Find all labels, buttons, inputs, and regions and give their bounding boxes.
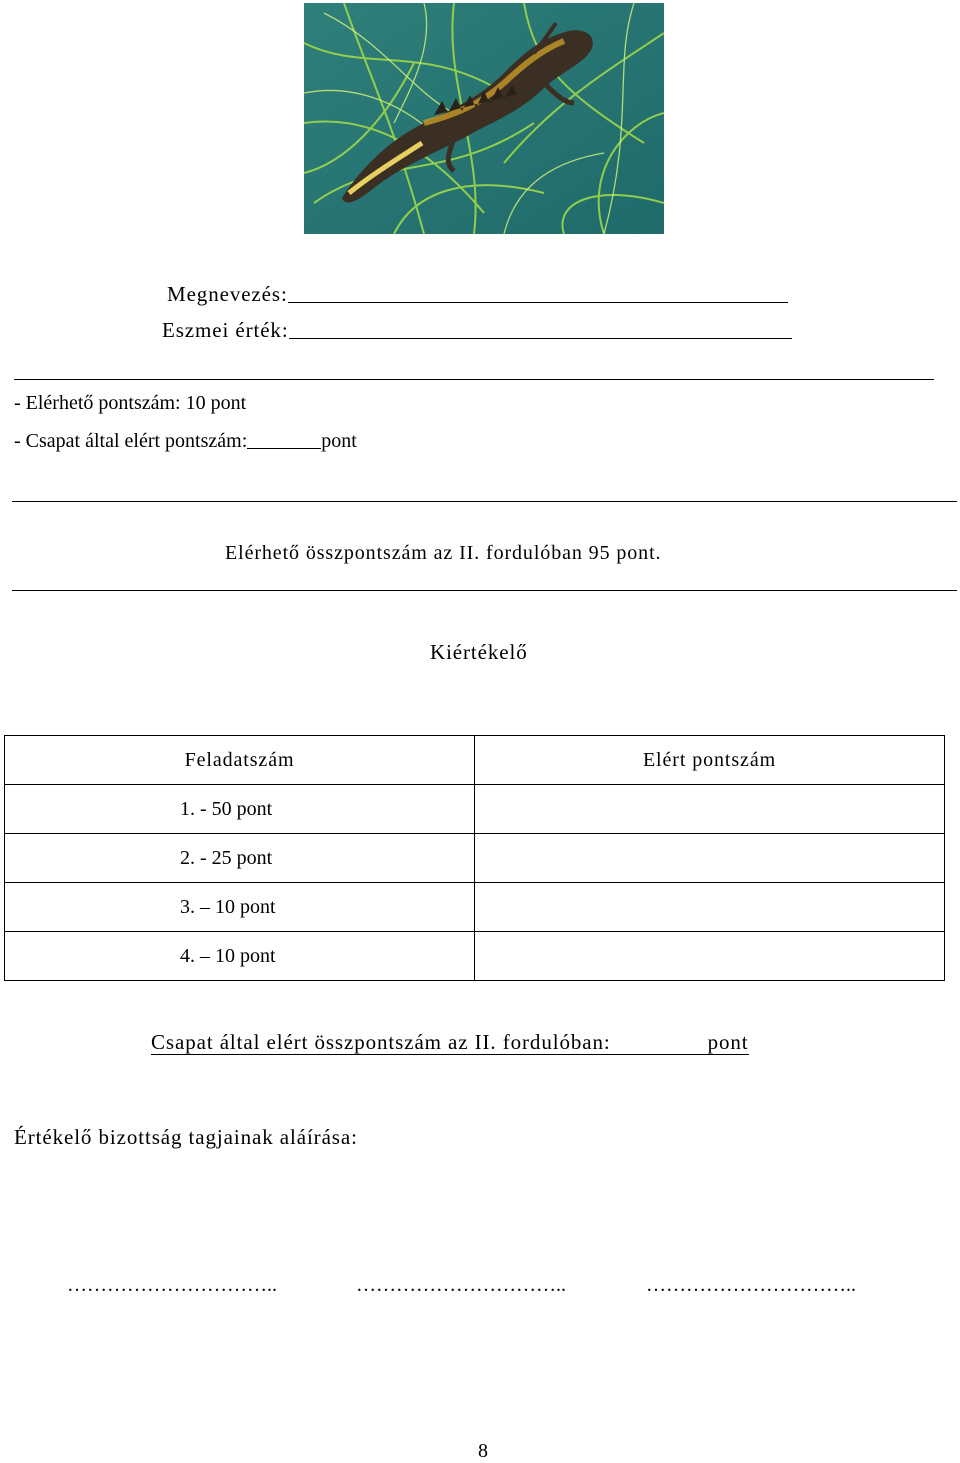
team-points-label: - Csapat által elért pontszám: (14, 430, 248, 452)
divider (12, 590, 957, 591)
signature-label: Értékelő bizottság tagjainak aláírása: (14, 1125, 358, 1149)
team-total-unit: pont (707, 1030, 749, 1054)
team-points-row (14, 428, 357, 453)
team-points-blank[interactable] (247, 428, 321, 449)
page-number: 8 (478, 1440, 488, 1462)
table-header-row (5, 736, 945, 785)
score-cell[interactable] (475, 834, 945, 883)
task-cell: 3. – 10 pont (5, 883, 475, 932)
total-available: Elérhető összpontszám az II. fordulóban 95 pont. (225, 542, 662, 564)
divider (14, 379, 934, 380)
value-field-row (162, 318, 792, 343)
header-task: Feladatszám (5, 736, 475, 785)
value-label: Eszmei érték: (162, 318, 289, 342)
available-points: - Elérhető pontszám: 10 pont (14, 392, 247, 414)
signature-line[interactable]: ………………………….. (646, 1274, 856, 1296)
name-field-row (167, 282, 788, 307)
table-row (5, 883, 945, 932)
header-score: Elért pontszám (475, 736, 945, 785)
table-row (5, 834, 945, 883)
evaluator-title: Kiértékelő (430, 640, 528, 664)
task-cell: 2. - 25 pont (5, 834, 475, 883)
name-label: Megnevezés: (167, 282, 288, 306)
signature-line[interactable]: ………………………….. (67, 1274, 277, 1296)
name-blank[interactable] (288, 282, 788, 303)
score-cell[interactable] (475, 883, 945, 932)
team-total-row (151, 1030, 749, 1055)
score-table (4, 735, 945, 981)
table-row (5, 932, 945, 981)
signature-line[interactable]: ………………………….. (356, 1274, 566, 1296)
score-cell[interactable] (475, 932, 945, 981)
task-cell: 1. - 50 pont (5, 785, 475, 834)
table-row (5, 785, 945, 834)
newt-photo (304, 3, 664, 234)
team-points-unit: pont (321, 430, 357, 452)
value-blank[interactable] (289, 318, 792, 339)
task-cell: 4. – 10 pont (5, 932, 475, 981)
team-total-label: Csapat által elért összpontszám az II. fordulóban: (151, 1030, 611, 1054)
divider (12, 501, 957, 502)
score-cell[interactable] (475, 785, 945, 834)
